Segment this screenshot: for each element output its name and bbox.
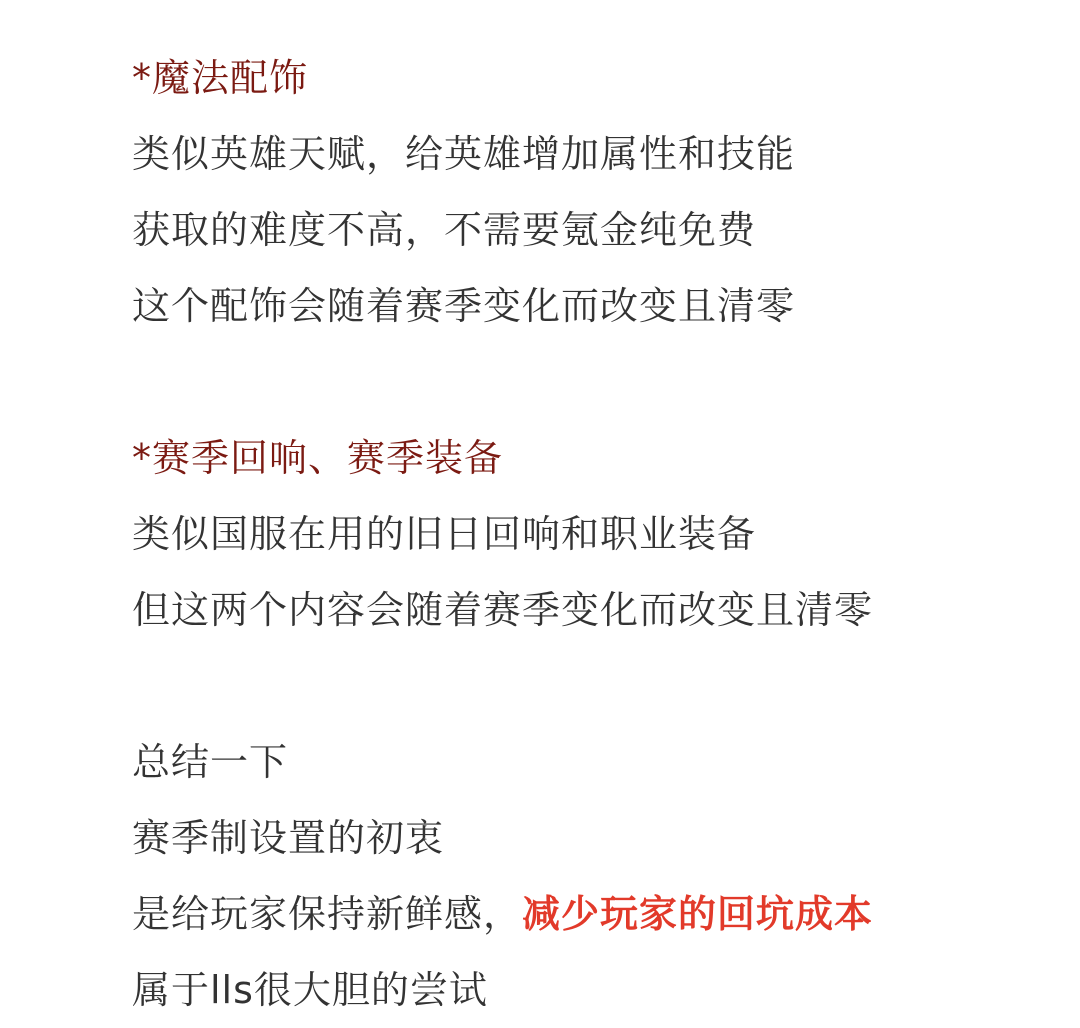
summary-text: 是给玩家保持新鲜感， [132, 892, 523, 936]
paragraph-line: 类似国服在用的旧日回响和职业装备 [132, 512, 757, 556]
emphasized-text: 减少玩家的回坑成本 [522, 892, 874, 936]
paragraph-line: 这个配饰会随着赛季变化而改变且清零 [132, 284, 796, 328]
section-heading-magic-accessory: *魔法配饰 [132, 56, 309, 100]
paragraph-line: 获取的难度不高，不需要氪金纯免费 [132, 208, 757, 252]
summary-highlight-line [132, 876, 1032, 952]
paragraph-line: 但这两个内容会随着赛季变化而改变且清零 [132, 588, 874, 632]
article-body [132, 40, 1032, 1028]
paragraph-line: 类似英雄天赋，给英雄增加属性和技能 [132, 132, 796, 176]
summary-line: 赛季制设置的初衷 [132, 816, 445, 860]
summary-line: 总结一下 [132, 740, 289, 784]
section-heading-season-echo: *赛季回响、赛季装备 [132, 436, 504, 480]
paragraph-spacer [132, 344, 1032, 420]
paragraph-spacer [132, 648, 1032, 724]
summary-line: 属于lls很大胆的尝试 [132, 968, 488, 1012]
